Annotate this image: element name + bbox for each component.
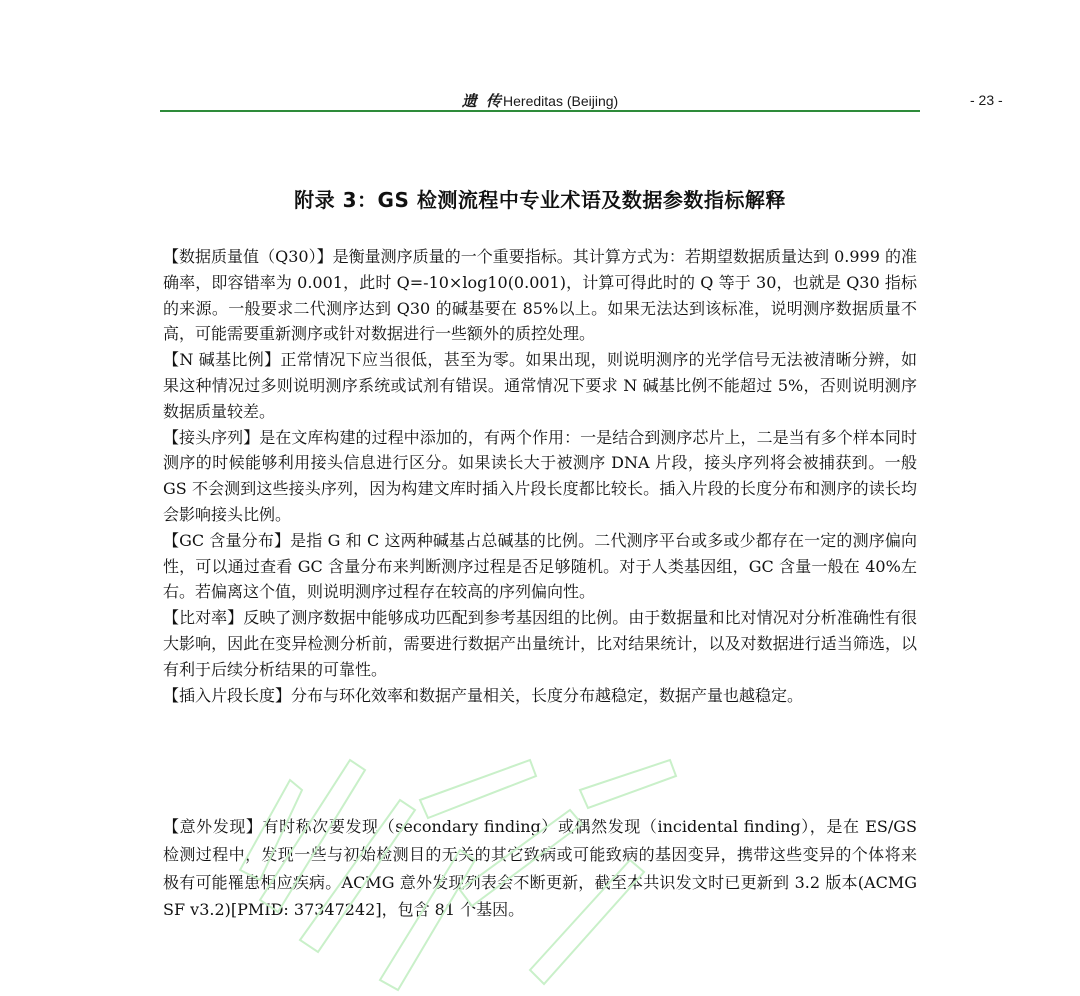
definition-insert-size: 分布与环化效率和数据产量相关，长度分布越稳定，数据产量也越稳定。: [291, 685, 804, 705]
paragraph-insert-size: [163, 683, 917, 709]
definition-incidental: 有时称次要发现（secondary finding）或偶然发现（incidental finding），是在 ES/GS 检测过程中，发现一些与初始检测目的无关的其它致病或可能致病的基因变异，携带这些变异的个体将来 极有可能罹患相应疾病。ACMG 意外发现列表会不断更新，截至本共识发文时已更新到 3.2 版本(ACMG SF v3.2)[PMID: 37347242]，包含 81 个基因。: [163, 817, 917, 920]
definition-gc-content: 是指 G 和 C 这两种碱基占总碱基的比例。二代测序平台或多或少都存在一定的测序偏向性，可以通过查看 GC 含量分布来判断测序过程是否足够随机。对于人类基因组，GC 含量一般在 40%左右。若偏离这个值，则说明测序过程存在较高的序列偏向性。: [163, 530, 917, 602]
glossary-body: [163, 244, 917, 708]
paragraph-q30: [163, 244, 917, 347]
page-number: - 23 -: [970, 92, 1003, 108]
paragraph-incidental: [163, 813, 917, 924]
paragraph-gc-content: [163, 528, 917, 605]
definition-n-base: 正常情况下应当很低，甚至为零。如果出现，则说明测序的光学信号无法被清晰分辨，如果这种情况过多则说明测序系统或试剂有错误。通常情况下要求 N 碱基比例不能超过 5%，否则说明测序数据质量较差。: [163, 350, 917, 421]
term-insert-size: 【插入片段长度】: [163, 685, 292, 705]
running-header: [160, 88, 920, 112]
term-gc-content: 【GC 含量分布】: [163, 530, 291, 550]
paragraph-n-base: [163, 347, 917, 424]
term-mapping-rate: 【比对率】: [163, 608, 244, 628]
journal-name-chinese: 遗 传: [461, 92, 504, 110]
incidental-finding-section: [163, 813, 917, 924]
journal-name-english: Hereditas (Beijing): [503, 93, 619, 109]
definition-mapping-rate: 反映了测序数据中能够成功匹配到参考基因组的比例。由于数据量和比对情况对分析准确性有很大影响，因此在变异检测分析前，需要进行数据产出量统计，比对结果统计，以及对数据进行适当筛选，以有利于后续分析结果的可靠性。: [163, 608, 917, 679]
journal-name: [160, 90, 920, 111]
section-title: 附录 3：GS 检测流程中专业术语及数据参数指标解释: [294, 188, 786, 212]
paragraph-mapping-rate: [163, 605, 917, 682]
paragraph-adapter: [163, 425, 917, 528]
term-n-base: 【N 碱基比例】: [163, 350, 281, 370]
header-rule: [160, 110, 920, 112]
term-incidental: 【意外发现】: [163, 817, 263, 836]
definition-q30: 是衡量测序质量的一个重要指标。其计算方式为：若期望数据质量达到 0.999 的准确率，即容错率为 0.001，此时 Q=-10×log10(0.001)，计算可得此时的 Q 等于 30，也就是 Q30 指标的来源。一般要求二代测序达到 Q30 的碱基要在 85%以上。如果无法达到该标准，说明测序数据质量不高，可能需要重新测序或针对数据进行一些额外的质控处理。: [163, 247, 917, 344]
term-q30: 【数据质量值（Q30）】: [163, 247, 333, 266]
definition-adapter: 是在文库构建的过程中添加的，有两个作用：一是结合到测序芯片上，二是当有多个样本同时测序的时候能够利用接头信息进行区分。如果读长大于被测序 DNA 片段，接头序列将会被捕获到。一般 GS 不会测到这些接头序列，因为构建文库时插入片段长度都比较长。插入片段的长度分布和测序的读长均会影响接头比例。: [163, 427, 917, 524]
term-adapter: 【接头序列】: [163, 427, 260, 447]
